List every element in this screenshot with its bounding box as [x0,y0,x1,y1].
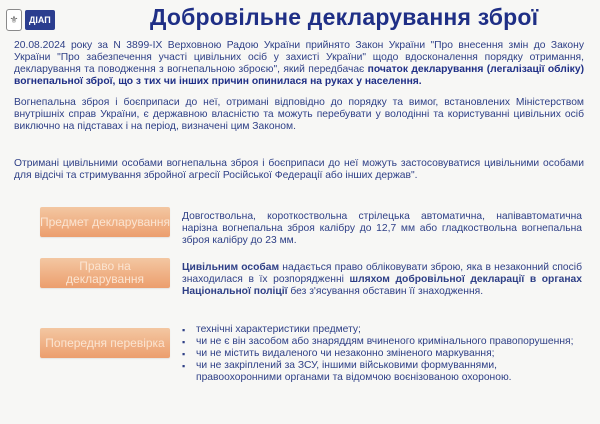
bullet-icon: ▪ [182,349,186,359]
intro-paragraph-1 [14,40,584,88]
list-item: ▪ чи не закріплений за ЗСУ, іншими військовими формуваннями, правоохоронними органами та відомчою воєнізованою охороною. [182,360,512,383]
bullet-icon: ▪ [182,337,186,347]
intro-paragraph-3: Отримані цивільними особами вогнепальна зброя і боєприпаси до неї можуть застосовуватися цивільними особами для відсічі та стримування збройної агресії Російської Федерації або інших держав". [14,158,584,181]
section-text-right [182,262,582,298]
section-label-right: Право на декларування [40,258,170,288]
page-title: Добровільне декларування зброї [150,4,539,30]
diap-logo [6,4,58,36]
list-item: ▪ чи не містить видаленого чи незаконно зміненого маркування; [182,348,495,359]
intro-text-1a: 20.08.2024 року за N 3899-IX Верховною Радою України прийнято Закон України "Про внесення змін до Закону України "Про забезпечення участі цивільних осіб у захисті України" щодо вдосконалення порядку отримання, декларування та поводження з вогнепальною зброєю", який передбачає [14,40,584,75]
right-text-d: без з'ясування обставин її знаходження. [287,286,484,297]
bullet-icon: ▪ [182,361,186,371]
trident-icon: ⚜ [6,9,22,31]
right-text-a: Цивільним особам [182,262,280,273]
right-text-b: надається право обліковувати зброю, яка в незаконний спосіб знаходилася в їх розпорядженні [182,262,582,285]
bullet-icon: ▪ [182,325,186,335]
section-text-subject: Довгоствольна, короткоствольна стрілецька автоматична, напівавтоматична нарізна вогнепальна зброя калібру до 12,7 мм або гладкоствольна вогнепальна зброя калібру до 23 мм. [182,211,582,246]
intro-text-1b: початок декларування (легалізації обліку) вогнепальної зброї, що з тих чи інших причин опинилася на руках у населення. [14,64,584,87]
section-label-check: Попередня перевірка [40,328,170,358]
intro-paragraph-2: Вогнепальна зброя і боєприпаси до неї, отримані відповідно до порядку та вимог, встановлених Міністерством внутрішніх справ України, є державною власністю та можуть перебувати у володінні та користуванні цивільних осіб виключно на підставах і на період, визначені цим Законом. [14,97,584,132]
right-text-c: шляхом добровільної декларації в органах Національної поліції [182,274,583,297]
list-item: ▪ технічні характеристики предмету; [182,324,361,335]
logo-tag: ДІАП [25,10,55,30]
section-label-subject: Предмет декларування [40,207,170,237]
section-check-list [182,324,582,384]
list-item: ▪ чи не є він засобом або знаряддям вчиненого кримінального правопорушення; [182,336,574,347]
